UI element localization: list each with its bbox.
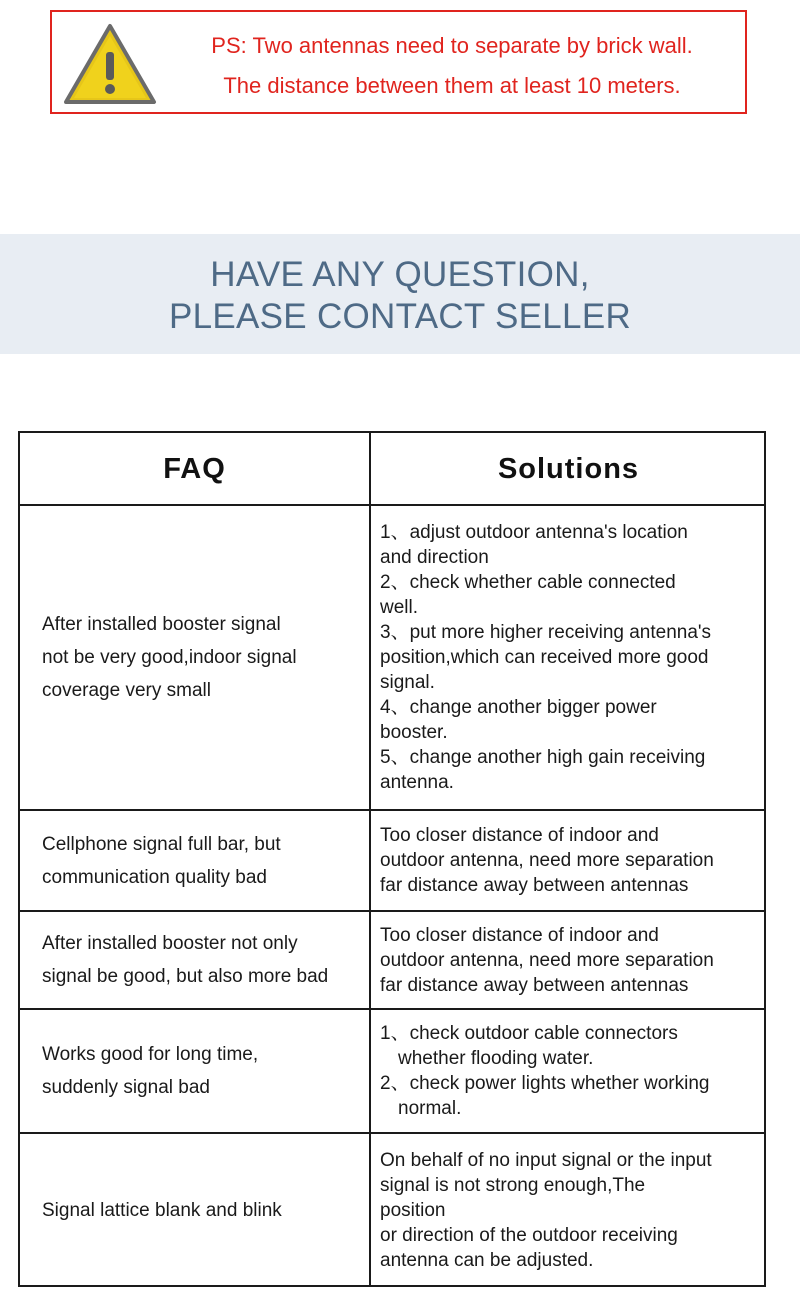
solution-line: 5、change another high gain receiving: [380, 747, 706, 768]
solution-line: signal is not strong enough,The: [380, 1174, 646, 1196]
contact-banner: [0, 234, 800, 354]
solution-cell: [380, 506, 764, 809]
solution-cell: [380, 811, 764, 910]
contact-line-1: HAVE ANY QUESTION,: [210, 255, 590, 294]
faq-line: not be very good,indoor signal: [42, 647, 297, 668]
faq-cell: [42, 506, 367, 809]
faq-line: Cellphone signal full bar, but: [42, 833, 281, 855]
contact-text: [0, 254, 800, 338]
solution-line: far distance away between antennas: [380, 875, 689, 896]
solution-line: Too closer distance of indoor and: [380, 924, 659, 946]
solution-cell: [380, 912, 764, 1008]
header-solutions: Solutions: [497, 452, 640, 485]
contact-line-2: PLEASE CONTACT SELLER: [168, 297, 632, 336]
solution-line: normal.: [398, 1098, 462, 1119]
solution-line: or direction of the outdoor receiving: [380, 1224, 678, 1246]
solution-line: 2、check power lights whether working: [380, 1073, 710, 1094]
faq-cell: [42, 811, 367, 910]
faq-line: Signal lattice blank and blink: [42, 1199, 282, 1221]
faq-cell: [42, 1010, 367, 1132]
solution-line: 1、adjust outdoor antenna's location: [380, 522, 688, 543]
solution-line: 4、change another bigger power: [380, 697, 657, 718]
solution-cell: [380, 1134, 764, 1286]
faq-line: coverage very small: [42, 680, 211, 701]
faq-line: Works good for long time,: [42, 1044, 259, 1065]
faq-line: After installed booster not only: [42, 933, 298, 954]
solution-line: 1、check outdoor cable connectors: [380, 1023, 678, 1044]
faq-cell: [42, 912, 367, 1008]
warning-icon: [62, 22, 158, 106]
faq-cell: [42, 1134, 367, 1286]
header-faq: FAQ: [163, 452, 226, 485]
solution-line: position,which can received more good: [380, 647, 709, 668]
solution-line: position: [380, 1199, 446, 1221]
faq-line: communication quality bad: [42, 866, 267, 888]
solution-line: 3、put more higher receiving antenna's: [380, 622, 712, 643]
warning-box: [50, 10, 747, 114]
column-divider: [369, 433, 371, 1285]
warning-text: [162, 26, 742, 106]
solution-line: 2、check whether cable connected: [380, 572, 676, 593]
solution-line: far distance away between antennas: [380, 974, 689, 996]
solution-cell: [380, 1010, 764, 1132]
faq-line: signal be good, but also more bad: [42, 966, 329, 987]
solution-line: antenna can be adjusted.: [380, 1249, 594, 1271]
faq-line: After installed booster signal: [42, 614, 281, 635]
solution-line: On behalf of no input signal or the input: [380, 1149, 712, 1171]
solution-line: and direction: [380, 547, 489, 568]
solution-line: outdoor antenna, need more separation: [380, 850, 714, 871]
solution-line: whether flooding water.: [398, 1048, 594, 1069]
solution-line: Too closer distance of indoor and: [380, 825, 659, 846]
solution-line: outdoor antenna, need more separation: [380, 949, 714, 971]
solution-line: well.: [380, 597, 419, 618]
solution-line: booster.: [380, 722, 448, 743]
faq-line: suddenly signal bad: [42, 1077, 210, 1098]
faq-table: [18, 431, 766, 1287]
warning-line-2: The distance between them at least 10 meters.: [223, 73, 681, 98]
solution-line: antenna.: [380, 772, 454, 793]
solution-line: signal.: [380, 672, 435, 693]
warning-line-1: PS: Two antennas need to separate by brick wall.: [211, 33, 693, 58]
